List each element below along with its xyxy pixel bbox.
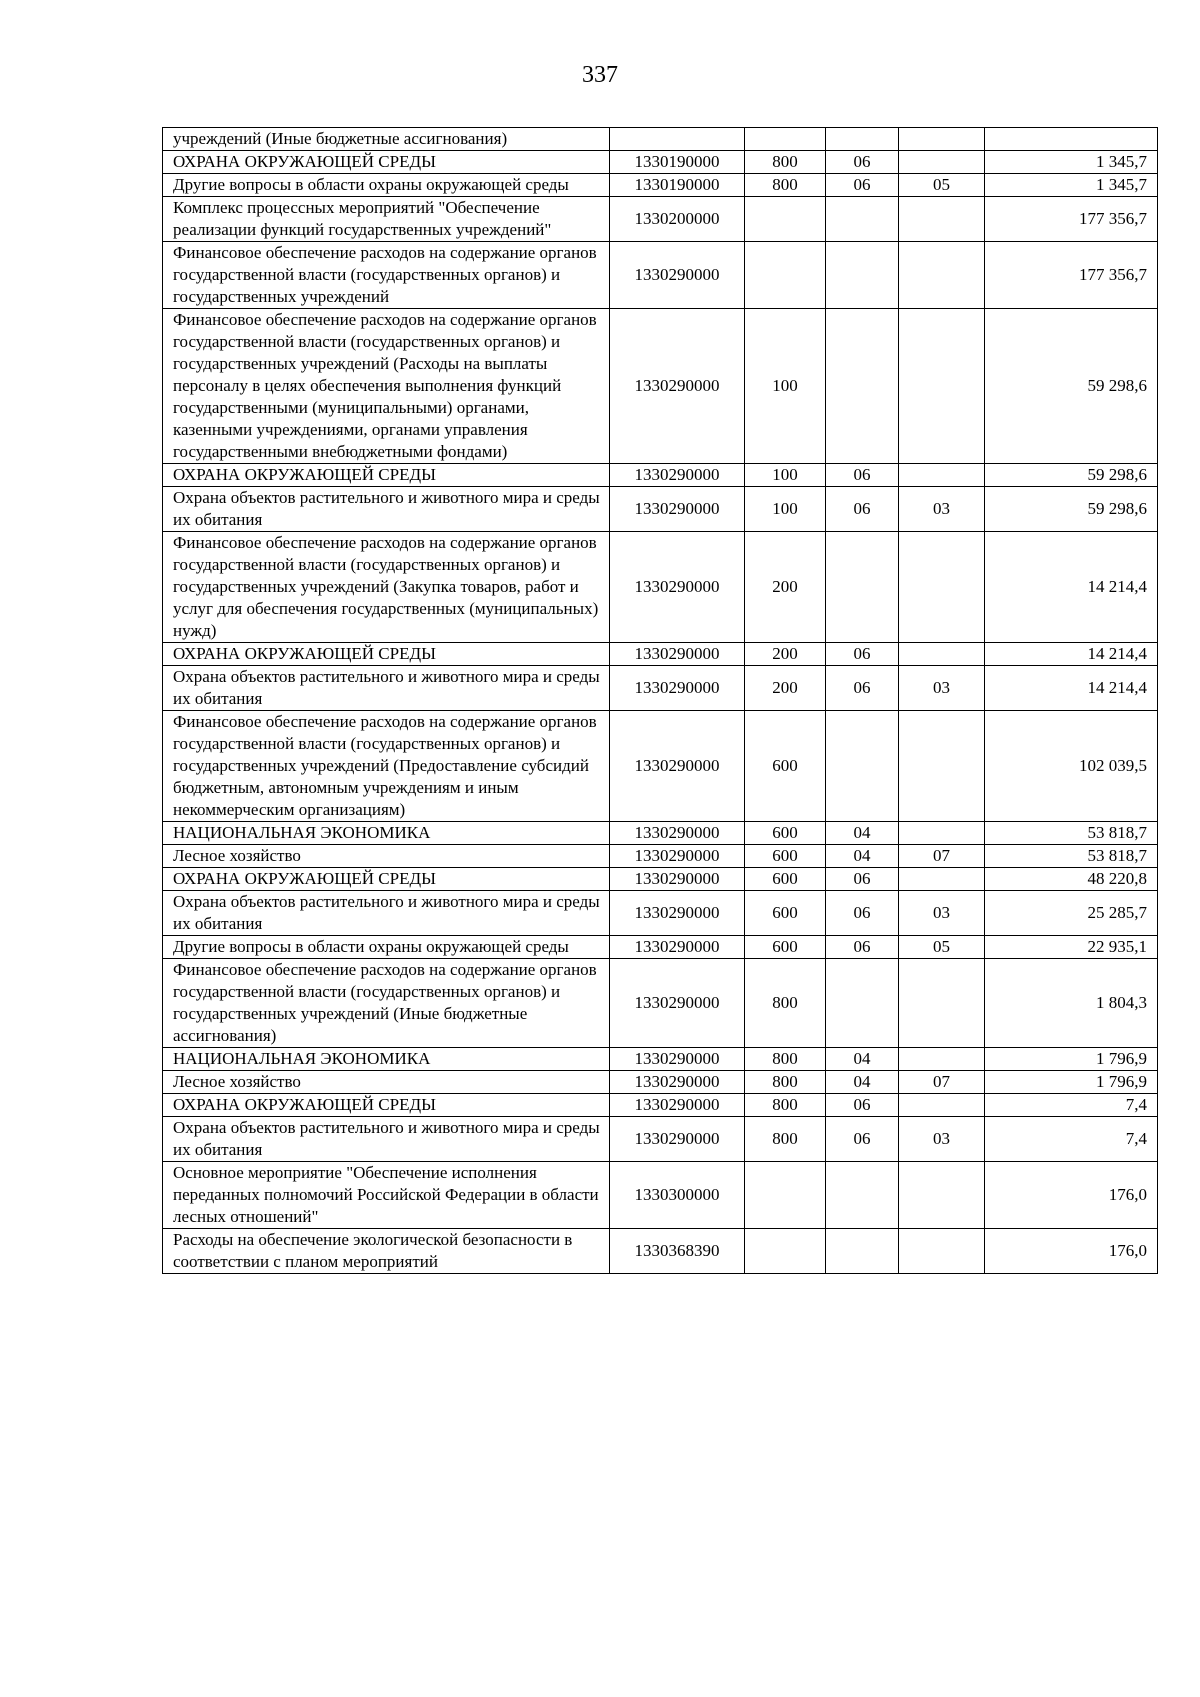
subsection-cell: 07 bbox=[899, 845, 985, 868]
row-name-cell: Другие вопросы в области охраны окружающей среды bbox=[163, 174, 610, 197]
section-cell bbox=[826, 197, 899, 242]
expense-type-cell: 600 bbox=[745, 711, 826, 822]
expense-type-cell: 100 bbox=[745, 487, 826, 532]
section-cell bbox=[826, 711, 899, 822]
amount-cell: 7,4 bbox=[985, 1094, 1158, 1117]
table-row bbox=[163, 174, 1158, 197]
amount-cell: 176,0 bbox=[985, 1162, 1158, 1229]
table-row bbox=[163, 936, 1158, 959]
expense-type-cell bbox=[745, 242, 826, 309]
subsection-cell bbox=[899, 1094, 985, 1117]
table-row bbox=[163, 242, 1158, 309]
table-row bbox=[163, 532, 1158, 643]
subsection-cell: 05 bbox=[899, 174, 985, 197]
subsection-cell: 03 bbox=[899, 891, 985, 936]
amount-cell: 53 818,7 bbox=[985, 845, 1158, 868]
subsection-cell bbox=[899, 1229, 985, 1274]
subsection-cell bbox=[899, 128, 985, 151]
amount-cell: 1 345,7 bbox=[985, 174, 1158, 197]
row-name-cell: Охрана объектов растительного и животного мира и среды их обитания bbox=[163, 666, 610, 711]
section-cell: 06 bbox=[826, 666, 899, 711]
target-article-cell: 1330290000 bbox=[610, 845, 745, 868]
expense-type-cell: 600 bbox=[745, 845, 826, 868]
target-article-cell: 1330200000 bbox=[610, 197, 745, 242]
section-cell bbox=[826, 959, 899, 1048]
target-article-cell: 1330290000 bbox=[610, 868, 745, 891]
table-row bbox=[163, 1071, 1158, 1094]
expense-type-cell bbox=[745, 128, 826, 151]
expense-type-cell bbox=[745, 197, 826, 242]
target-article-cell: 1330290000 bbox=[610, 487, 745, 532]
expense-type-cell: 200 bbox=[745, 666, 826, 711]
target-article-cell: 1330290000 bbox=[610, 1094, 745, 1117]
table-row bbox=[163, 822, 1158, 845]
section-cell: 06 bbox=[826, 1117, 899, 1162]
row-name-cell: учреждений (Иные бюджетные ассигнования) bbox=[163, 128, 610, 151]
row-name-cell: Охрана объектов растительного и животного мира и среды их обитания bbox=[163, 487, 610, 532]
row-name-cell: ОХРАНА ОКРУЖАЮЩЕЙ СРЕДЫ bbox=[163, 643, 610, 666]
table-row bbox=[163, 711, 1158, 822]
table-row bbox=[163, 845, 1158, 868]
amount-cell: 1 796,9 bbox=[985, 1048, 1158, 1071]
target-article-cell: 1330290000 bbox=[610, 666, 745, 711]
row-name-cell: Лесное хозяйство bbox=[163, 1071, 610, 1094]
subsection-cell bbox=[899, 532, 985, 643]
table-row bbox=[163, 1048, 1158, 1071]
section-cell: 06 bbox=[826, 151, 899, 174]
table-row bbox=[163, 868, 1158, 891]
amount-cell: 59 298,6 bbox=[985, 487, 1158, 532]
section-cell: 06 bbox=[826, 936, 899, 959]
section-cell: 04 bbox=[826, 1048, 899, 1071]
expense-type-cell: 100 bbox=[745, 309, 826, 464]
target-article-cell: 1330290000 bbox=[610, 242, 745, 309]
row-name-cell: Комплекс процессных мероприятий "Обеспечение реализации функций государственных учреждений" bbox=[163, 197, 610, 242]
table-row bbox=[163, 197, 1158, 242]
section-cell: 06 bbox=[826, 464, 899, 487]
table-row bbox=[163, 487, 1158, 532]
row-name-cell: Финансовое обеспечение расходов на содержание органов государственной власти (государственных органов) и государственных учреждений (Предоставление субсидий бюджетным, автономным учреждениям и иным некоммерческим организациям) bbox=[163, 711, 610, 822]
expense-type-cell: 600 bbox=[745, 891, 826, 936]
budget-table bbox=[162, 127, 1158, 1274]
expense-type-cell: 600 bbox=[745, 868, 826, 891]
table-row bbox=[163, 151, 1158, 174]
expense-type-cell: 200 bbox=[745, 643, 826, 666]
expense-type-cell bbox=[745, 1229, 826, 1274]
target-article-cell: 1330290000 bbox=[610, 822, 745, 845]
subsection-cell bbox=[899, 309, 985, 464]
expense-type-cell: 800 bbox=[745, 151, 826, 174]
table-row bbox=[163, 1229, 1158, 1274]
target-article-cell: 1330190000 bbox=[610, 151, 745, 174]
expense-type-cell: 800 bbox=[745, 1048, 826, 1071]
target-article-cell: 1330300000 bbox=[610, 1162, 745, 1229]
amount-cell: 53 818,7 bbox=[985, 822, 1158, 845]
amount-cell: 25 285,7 bbox=[985, 891, 1158, 936]
page-number: 337 bbox=[582, 62, 618, 88]
subsection-cell bbox=[899, 959, 985, 1048]
row-name-cell: Финансовое обеспечение расходов на содержание органов государственной власти (государственных органов) и государственных учреждений (Иные бюджетные ассигнования) bbox=[163, 959, 610, 1048]
expense-type-cell: 800 bbox=[745, 959, 826, 1048]
subsection-cell: 03 bbox=[899, 1117, 985, 1162]
row-name-cell: Другие вопросы в области охраны окружающей среды bbox=[163, 936, 610, 959]
amount-cell: 1 804,3 bbox=[985, 959, 1158, 1048]
target-article-cell: 1330290000 bbox=[610, 711, 745, 822]
section-cell: 06 bbox=[826, 174, 899, 197]
amount-cell: 7,4 bbox=[985, 1117, 1158, 1162]
section-cell bbox=[826, 309, 899, 464]
row-name-cell: Финансовое обеспечение расходов на содержание органов государственной власти (государственных органов) и государственных учреждений (Закупка товаров, работ и услуг для обеспечения государственных (муниципальных) нужд) bbox=[163, 532, 610, 643]
subsection-cell bbox=[899, 197, 985, 242]
row-name-cell: НАЦИОНАЛЬНАЯ ЭКОНОМИКА bbox=[163, 1048, 610, 1071]
table-row bbox=[163, 309, 1158, 464]
target-article-cell: 1330368390 bbox=[610, 1229, 745, 1274]
subsection-cell bbox=[899, 868, 985, 891]
target-article-cell: 1330290000 bbox=[610, 936, 745, 959]
expense-type-cell bbox=[745, 1162, 826, 1229]
target-article-cell: 1330290000 bbox=[610, 309, 745, 464]
target-article-cell: 1330190000 bbox=[610, 174, 745, 197]
amount-cell: 14 214,4 bbox=[985, 643, 1158, 666]
table-row bbox=[163, 464, 1158, 487]
amount-cell: 14 214,4 bbox=[985, 666, 1158, 711]
target-article-cell bbox=[610, 128, 745, 151]
expense-type-cell: 600 bbox=[745, 822, 826, 845]
table-row bbox=[163, 643, 1158, 666]
subsection-cell bbox=[899, 1162, 985, 1229]
target-article-cell: 1330290000 bbox=[610, 643, 745, 666]
amount-cell: 1 345,7 bbox=[985, 151, 1158, 174]
subsection-cell: 03 bbox=[899, 487, 985, 532]
section-cell: 06 bbox=[826, 868, 899, 891]
row-name-cell: Охрана объектов растительного и животного мира и среды их обитания bbox=[163, 1117, 610, 1162]
target-article-cell: 1330290000 bbox=[610, 959, 745, 1048]
subsection-cell bbox=[899, 643, 985, 666]
subsection-cell bbox=[899, 711, 985, 822]
section-cell: 04 bbox=[826, 822, 899, 845]
target-article-cell: 1330290000 bbox=[610, 532, 745, 643]
amount-cell: 177 356,7 bbox=[985, 197, 1158, 242]
row-name-cell: Расходы на обеспечение экологической безопасности в соответствии с планом мероприятий bbox=[163, 1229, 610, 1274]
target-article-cell: 1330290000 bbox=[610, 464, 745, 487]
table-row bbox=[163, 891, 1158, 936]
section-cell bbox=[826, 1162, 899, 1229]
row-name-cell: Финансовое обеспечение расходов на содержание органов государственной власти (государственных органов) и государственных учреждений (Расходы на выплаты персоналу в целях обеспечения выполнения функций государственными (муниципальными) органами, казенными учреждениями, органами управления государственными внебюджетными фондами) bbox=[163, 309, 610, 464]
expense-type-cell: 600 bbox=[745, 936, 826, 959]
section-cell: 04 bbox=[826, 1071, 899, 1094]
subsection-cell: 05 bbox=[899, 936, 985, 959]
expense-type-cell: 800 bbox=[745, 174, 826, 197]
section-cell: 06 bbox=[826, 487, 899, 532]
subsection-cell bbox=[899, 151, 985, 174]
subsection-cell bbox=[899, 822, 985, 845]
row-name-cell: Основное мероприятие "Обеспечение исполнения переданных полномочий Российской Федерации в области лесных отношений" bbox=[163, 1162, 610, 1229]
amount-cell: 102 039,5 bbox=[985, 711, 1158, 822]
amount-cell: 48 220,8 bbox=[985, 868, 1158, 891]
row-name-cell: ОХРАНА ОКРУЖАЮЩЕЙ СРЕДЫ bbox=[163, 868, 610, 891]
amount-cell: 177 356,7 bbox=[985, 242, 1158, 309]
expense-type-cell: 800 bbox=[745, 1117, 826, 1162]
target-article-cell: 1330290000 bbox=[610, 1071, 745, 1094]
table-row bbox=[163, 1117, 1158, 1162]
subsection-cell: 03 bbox=[899, 666, 985, 711]
table-row bbox=[163, 128, 1158, 151]
section-cell bbox=[826, 532, 899, 643]
table-row bbox=[163, 1094, 1158, 1117]
subsection-cell bbox=[899, 1048, 985, 1071]
target-article-cell: 1330290000 bbox=[610, 1117, 745, 1162]
section-cell: 06 bbox=[826, 1094, 899, 1117]
target-article-cell: 1330290000 bbox=[610, 1048, 745, 1071]
section-cell: 04 bbox=[826, 845, 899, 868]
row-name-cell: ОХРАНА ОКРУЖАЮЩЕЙ СРЕДЫ bbox=[163, 1094, 610, 1117]
subsection-cell bbox=[899, 242, 985, 309]
amount-cell: 59 298,6 bbox=[985, 464, 1158, 487]
table-row bbox=[163, 1162, 1158, 1229]
section-cell bbox=[826, 1229, 899, 1274]
table-row bbox=[163, 959, 1158, 1048]
amount-cell: 22 935,1 bbox=[985, 936, 1158, 959]
expense-type-cell: 800 bbox=[745, 1071, 826, 1094]
subsection-cell bbox=[899, 464, 985, 487]
section-cell bbox=[826, 242, 899, 309]
row-name-cell: НАЦИОНАЛЬНАЯ ЭКОНОМИКА bbox=[163, 822, 610, 845]
row-name-cell: Охрана объектов растительного и животного мира и среды их обитания bbox=[163, 891, 610, 936]
target-article-cell: 1330290000 bbox=[610, 891, 745, 936]
section-cell: 06 bbox=[826, 643, 899, 666]
table-row bbox=[163, 666, 1158, 711]
section-cell: 06 bbox=[826, 891, 899, 936]
row-name-cell: Лесное хозяйство bbox=[163, 845, 610, 868]
expense-type-cell: 200 bbox=[745, 532, 826, 643]
expense-type-cell: 100 bbox=[745, 464, 826, 487]
row-name-cell: ОХРАНА ОКРУЖАЮЩЕЙ СРЕДЫ bbox=[163, 464, 610, 487]
row-name-cell: Финансовое обеспечение расходов на содержание органов государственной власти (государственных органов) и государственных учреждений bbox=[163, 242, 610, 309]
amount-cell: 1 796,9 bbox=[985, 1071, 1158, 1094]
amount-cell: 14 214,4 bbox=[985, 532, 1158, 643]
amount-cell bbox=[985, 128, 1158, 151]
expense-type-cell: 800 bbox=[745, 1094, 826, 1117]
subsection-cell: 07 bbox=[899, 1071, 985, 1094]
amount-cell: 59 298,6 bbox=[985, 309, 1158, 464]
amount-cell: 176,0 bbox=[985, 1229, 1158, 1274]
section-cell bbox=[826, 128, 899, 151]
row-name-cell: ОХРАНА ОКРУЖАЮЩЕЙ СРЕДЫ bbox=[163, 151, 610, 174]
